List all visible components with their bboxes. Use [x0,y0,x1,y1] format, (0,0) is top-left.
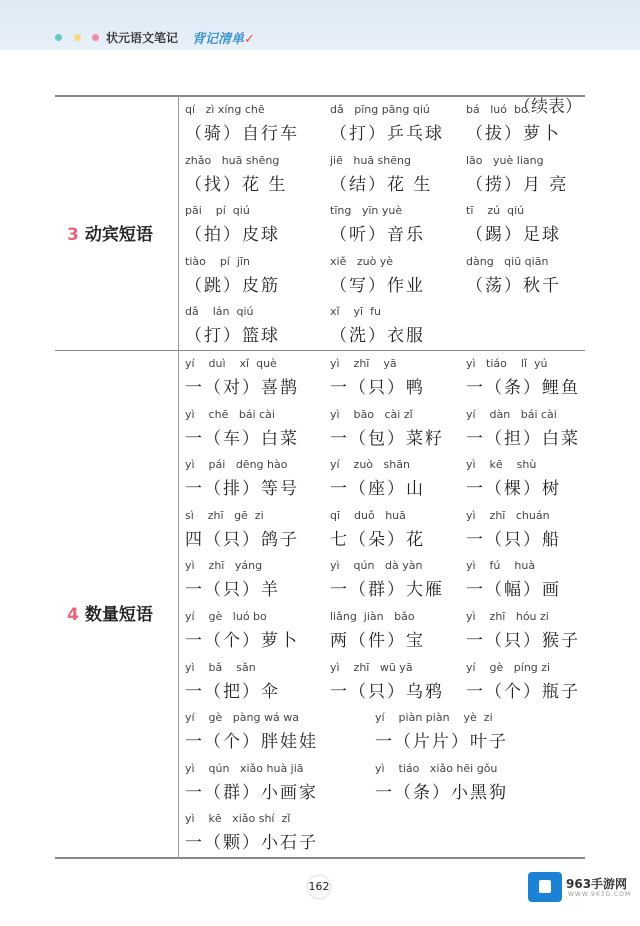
hanzi-phrase: （打）篮球 [185,326,280,347]
pinyin: yí gè luó bo [185,610,267,623]
phrase-item [330,154,432,195]
section-label [67,600,153,625]
hanzi-phrase: （捞）月 亮 [466,174,569,195]
phrase-item [185,509,299,550]
phrase-item [375,762,508,803]
phrase-item [466,154,568,195]
hanzi-phrase: 一（个）萝卜 [185,631,299,651]
phrase-item [466,255,561,296]
hanzi-phrase: 一（只）羊 [185,580,280,601]
phrase-item [466,357,580,398]
phrase-item [466,509,561,550]
checkmark-icon: ✓ [244,32,255,47]
pinyin: yì tiáo xiǎo hēi gǒu [375,761,498,775]
hanzi-phrase: 一（颗）小石子 [185,833,318,854]
hanzi-phrase: 一（条）鲤鱼 [466,378,580,398]
hanzi-phrase: 一（幅）画 [466,580,561,601]
phrase-item [330,255,425,296]
pinyin: dàng qiū qiān [466,254,549,268]
pinyin: qī duǒ huā [330,508,406,522]
phrase-item [185,762,318,803]
hanzi-phrase: 一（座）山 [330,479,425,500]
pinyin: yì kē shù [466,458,537,472]
hanzi-phrase: 四（只）鸽子 [185,529,299,550]
phrase-item [185,204,280,245]
phrase-item [185,357,299,398]
pinyin: yí zuò shān [330,458,410,472]
pinyin: yì pái dēng hào [185,458,288,472]
book-title: 状元语文笔记 [106,31,179,45]
dot-icon [92,34,99,41]
pinyin: yí duì xǐ què [185,357,277,370]
phrase-item [466,204,561,245]
hanzi-phrase: 一（群）小画家 [185,782,318,803]
section-number: 4 [67,605,79,625]
pinyin: yì zhī wū yā [330,660,413,674]
hanzi-phrase: 一（片片）叶子 [375,732,508,753]
phrase-item [466,661,580,702]
pinyin: pāi pí qiú [185,204,250,218]
table-bottom-border [55,857,585,859]
dot-icon [74,34,81,41]
section-label [67,220,153,245]
pinyin: yí piàn piàn yè zi [375,711,493,725]
hanzi-phrase: 一（把）伞 [185,681,280,702]
phrase-item [330,305,425,346]
phrase-item [185,305,280,346]
phrase-item [330,204,425,245]
hanzi-phrase: 一（个）瓶子 [466,681,580,702]
watermark-name: 963手游网 [566,877,628,891]
phrase-item [185,812,318,853]
pinyin: liǎng jiàn bǎo [330,610,415,623]
phrase-item [466,610,580,651]
phrase-item [330,509,425,550]
phrase-item [185,711,318,752]
pinyin: tiào pí jīn [185,254,250,268]
hanzi-phrase: （听）音乐 [330,225,425,246]
watermark-logo-icon [528,872,562,902]
hanzi-phrase: （骑）自行车 [185,124,299,144]
pinyin: xǐ yī fu [330,305,381,319]
phrase-item [330,661,444,702]
phrase-item [185,255,280,296]
hanzi-phrase: 一（只）鸭 [330,378,425,398]
hanzi-phrase: 一（只）船 [466,529,561,550]
hanzi-phrase: （荡）秋千 [466,275,561,296]
column-divider [178,96,179,858]
pinyin: yì kē xiǎo shí zǐ [185,812,291,826]
phrase-item [185,559,280,600]
pinyin: qí zì xíng chē [185,103,265,116]
phrase-item [185,610,299,651]
pinyin: yì bǎ sǎn [185,660,256,674]
hanzi-phrase: 一（包）菜籽 [330,428,444,449]
phrase-item [330,610,425,651]
section-number: 3 [67,224,79,245]
pinyin: yì tiáo lǐ yú [466,357,548,370]
pinyin: yì zhī chuán [466,508,550,522]
pinyin: xiě zuò yè [330,254,394,268]
phrase-item [375,711,508,752]
pinyin: zhǎo huā shēng [185,153,280,167]
phrase-item [185,154,287,195]
section-divider [55,350,585,351]
pinyin: tīng yīn yuè [330,204,403,218]
hanzi-phrase: 一（对）喜鹊 [185,378,299,398]
hanzi-phrase: 一（棵）树 [466,479,561,500]
phrase-item [185,103,299,144]
hanzi-phrase: 一（个）胖娃娃 [185,732,318,753]
pinyin: yì bāo cài zǐ [330,407,413,421]
page-header [0,0,640,50]
pinyin: tī zú qiú [466,204,525,218]
pinyin: yì qún xiǎo huà jiā [185,761,304,775]
watermark-url: WWW.963G.COM [568,891,632,898]
pinyin: yí gè pàng wá wa [185,711,299,725]
phrase-item [185,458,299,499]
hanzi-phrase: （洗）衣服 [330,326,425,347]
pinyin: yí dàn bái cài [466,407,557,421]
section-title: 数量短语 [84,605,153,625]
pinyin: yì zhī yáng [185,559,263,573]
pinyin: yì zhī hóu zi [466,610,549,623]
phrase-item [330,559,444,600]
hanzi-phrase: 七（朵）花 [330,529,425,550]
hanzi-phrase: （踢）足球 [466,225,561,246]
hanzi-phrase: （拔）萝卜 [466,124,561,144]
hanzi-phrase: 一（群）大雁 [330,580,444,601]
phrase-item [330,408,444,449]
phrase-item [185,408,299,449]
hanzi-phrase: 两（件）宝 [330,631,425,651]
pinyin: yì chē bái cài [185,407,275,421]
page-number: 162 [308,876,330,898]
dot-icon [55,34,62,41]
hanzi-phrase: （写）作业 [330,275,425,296]
phrase-item [466,103,561,144]
phrase-item [330,357,425,398]
pinyin: bá luó bo [466,103,528,116]
pinyin: dǎ pīng pāng qiú [330,103,430,116]
pinyin: yì qún dà yàn [330,559,423,573]
hanzi-phrase: （拍）皮球 [185,225,280,246]
table-top-border [55,95,585,97]
phrase-item [466,408,580,449]
section-subtitle: 背记清单✓ [192,32,255,47]
pinyin: sì zhī gē zi [185,508,264,522]
pinyin: yí gè píng zi [466,660,551,674]
phrase-item [466,559,561,600]
hanzi-phrase: 一（车）白菜 [185,428,299,449]
hanzi-phrase: 一（条）小黑狗 [375,782,508,803]
hanzi-phrase: 一（排）等号 [185,479,299,500]
pinyin: yì zhī yā [330,357,397,370]
pinyin: dǎ lán qiú [185,305,254,319]
hanzi-phrase: 一（担）白菜 [466,428,580,449]
phrase-item [330,103,444,144]
pinyin: lāo yuè liang [466,153,544,167]
hanzi-phrase: 一（只）乌鸦 [330,681,444,702]
hanzi-phrase: （结）花 生 [330,174,433,195]
hanzi-phrase: （打）乒乓球 [330,124,444,144]
hanzi-phrase: 一（只）猴子 [466,631,580,651]
continued-label: （续表） [514,97,582,117]
pinyin: jiē huā shēng [330,153,411,167]
hanzi-phrase: （跳）皮筋 [185,275,280,296]
section-title: 动宾短语 [84,224,153,245]
phrase-item [466,458,561,499]
pinyin: yì fú huà [466,559,536,573]
hanzi-phrase: （找）花 生 [185,174,288,195]
phrase-item [185,661,280,702]
phrase-item [330,458,425,499]
